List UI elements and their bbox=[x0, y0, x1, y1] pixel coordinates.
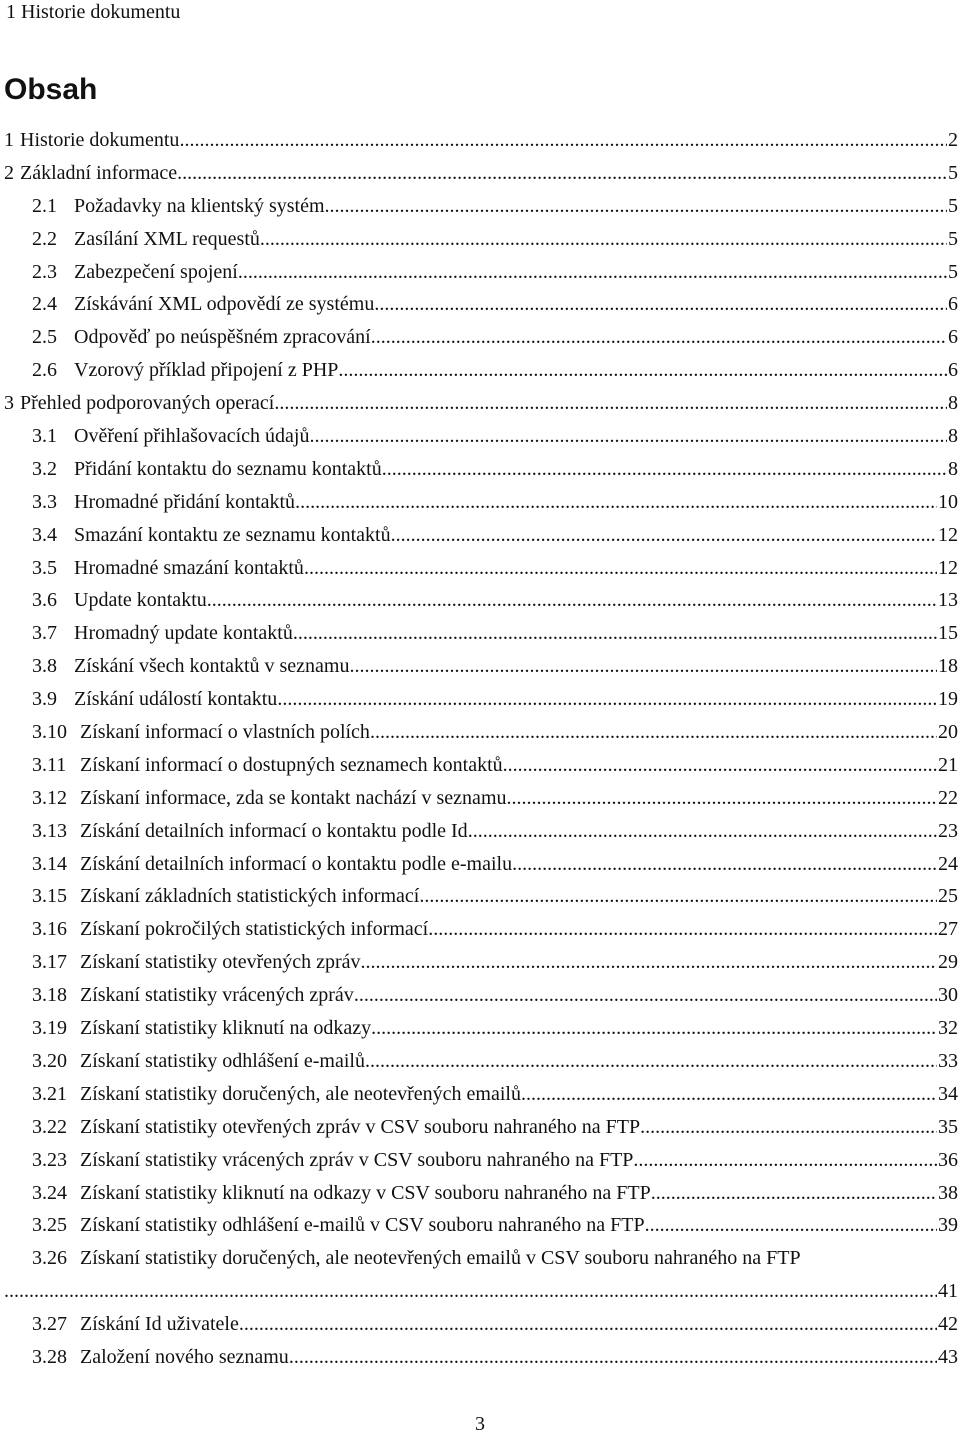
toc-entry-number: 3.25 bbox=[32, 1214, 67, 1237]
toc-entry[interactable] bbox=[4, 880, 958, 913]
toc-dot-leader bbox=[260, 223, 947, 256]
toc-entry-number: 3.12 bbox=[32, 786, 67, 809]
toc-entry[interactable] bbox=[4, 1045, 958, 1078]
toc-entry-number: 3.9 bbox=[32, 688, 57, 711]
toc-entry-title: Historie dokumentu bbox=[20, 129, 180, 151]
toc-entry-number: 3.1 bbox=[32, 425, 57, 448]
toc-entry-page: 27 bbox=[938, 918, 958, 941]
toc-dot-leader bbox=[177, 157, 947, 190]
toc-entry-number: 3.18 bbox=[32, 984, 67, 1007]
toc-dot-leader bbox=[277, 683, 937, 716]
toc-entry-page: 5 bbox=[948, 194, 958, 217]
toc-entry[interactable] bbox=[4, 387, 958, 420]
toc-entry-title: Hromadný update kontaktů bbox=[74, 622, 293, 645]
toc-entry-number: 3.2 bbox=[32, 457, 57, 480]
toc-dot-leader bbox=[374, 288, 947, 321]
page-number: 3 bbox=[475, 1413, 485, 1435]
toc-entry[interactable] bbox=[4, 1177, 958, 1210]
toc-entry-number: 2 bbox=[4, 161, 14, 184]
toc-entry-page: 22 bbox=[938, 786, 958, 809]
toc-entry[interactable] bbox=[4, 552, 958, 585]
toc-dot-leader bbox=[309, 420, 947, 453]
toc-entry-title: Získaní statistiky otevřených zpráv v CSV souboru nahraného na FTP bbox=[80, 1115, 641, 1138]
toc-entry-title: Získaní informací o dostupných seznamech kontaktů bbox=[80, 753, 503, 776]
toc-dot-leader bbox=[239, 1308, 937, 1341]
toc-dot-leader bbox=[521, 1078, 937, 1111]
toc-entry-title: Získání Id uživatele bbox=[80, 1313, 239, 1336]
toc-entry-title: Získaní statistiky kliknutí na odkazy bbox=[80, 1017, 372, 1040]
toc-entry-title: Smazání kontaktu ze seznamu kontaktů bbox=[74, 523, 391, 546]
toc-entry-number: 3.21 bbox=[32, 1082, 67, 1105]
toc-dot-leader bbox=[4, 1275, 937, 1308]
toc-entry[interactable] bbox=[4, 519, 958, 552]
toc-entry-page: 18 bbox=[938, 655, 958, 678]
toc-entry-number: 3.11 bbox=[32, 753, 67, 776]
toc-entry-number: 3.4 bbox=[32, 523, 57, 546]
toc-entry[interactable] bbox=[4, 1078, 958, 1111]
toc-entry[interactable] bbox=[4, 420, 958, 453]
toc-entry-title: Požadavky na klientský systém bbox=[74, 194, 325, 217]
toc-entry-page: 5 bbox=[948, 227, 958, 250]
toc-entry-title: Přidání kontaktu do seznamu kontaktů bbox=[74, 457, 382, 480]
toc-entry-title: Odpověď po neúspěšném zpracování bbox=[74, 326, 371, 349]
toc-dot-leader bbox=[371, 1012, 937, 1045]
toc-entry-title: Zabezpečení spojení bbox=[74, 260, 238, 283]
toc-entry-page: 12 bbox=[938, 556, 958, 579]
toc-entry-title: Získaní statistiky kliknutí na odkazy v CSV souboru nahraného na FTP bbox=[80, 1181, 651, 1204]
toc-entry-page: 30 bbox=[938, 984, 958, 1007]
toc-entry-title: Získávání XML odpovědí ze systému bbox=[74, 293, 375, 316]
toc-entry-page: 2 bbox=[948, 129, 958, 151]
toc-entry[interactable] bbox=[4, 1242, 958, 1308]
toc-dot-leader bbox=[304, 552, 937, 585]
toc-entry-page: 38 bbox=[938, 1181, 958, 1204]
toc-entry-number: 3.26 bbox=[32, 1247, 67, 1270]
toc-entry-page: 33 bbox=[938, 1049, 958, 1072]
toc-dot-leader bbox=[350, 650, 938, 683]
toc-entry[interactable] bbox=[4, 1308, 958, 1341]
toc-entry[interactable] bbox=[4, 848, 958, 881]
toc-entry-title: Zasílání XML requestů bbox=[74, 227, 260, 250]
toc-entry-title: Získaní statistiky odhlášení e-mailů v CSV souboru nahraného na FTP bbox=[80, 1214, 645, 1237]
toc-entry[interactable] bbox=[4, 453, 958, 486]
toc-dot-leader bbox=[365, 1045, 937, 1078]
toc-dot-leader bbox=[503, 749, 937, 782]
toc-entry-number: 3.23 bbox=[32, 1148, 67, 1171]
toc-entry-number: 3.3 bbox=[32, 490, 57, 513]
toc-entry-number: 1 bbox=[4, 129, 14, 151]
toc-entry-number: 3.27 bbox=[32, 1313, 67, 1336]
toc-entry-title: Získaní pokročilých statistických informací bbox=[80, 918, 429, 941]
toc-entry[interactable] bbox=[4, 157, 958, 190]
toc-entry-page: 6 bbox=[948, 293, 958, 316]
toc-entry[interactable] bbox=[4, 584, 958, 617]
toc-entry[interactable] bbox=[4, 617, 958, 650]
toc-entry-number: 3.16 bbox=[32, 918, 67, 941]
toc-dot-leader bbox=[354, 979, 937, 1012]
toc-dot-leader bbox=[325, 190, 947, 223]
toc-entry-title: Přehled podporovaných operací bbox=[20, 392, 275, 415]
toc-entry-page: 24 bbox=[938, 852, 958, 875]
toc-entry-number: 3 bbox=[4, 392, 14, 415]
toc-dot-leader bbox=[640, 1111, 937, 1144]
toc-entry[interactable] bbox=[4, 190, 958, 223]
toc-entry-page: 5 bbox=[948, 260, 958, 283]
toc-entry[interactable] bbox=[4, 223, 958, 256]
toc-entry-title: Získaní statistiky vrácených zpráv v CSV souboru nahraného na FTP bbox=[80, 1148, 634, 1171]
toc-entry-number: 3.5 bbox=[32, 556, 57, 579]
toc-entry-page: 34 bbox=[938, 1082, 958, 1105]
toc-entry[interactable] bbox=[4, 1111, 958, 1144]
table-of-contents bbox=[4, 124, 958, 1374]
toc-dot-leader bbox=[507, 782, 938, 815]
toc-entry-number: 2.1 bbox=[32, 194, 57, 217]
toc-entry-page: 6 bbox=[948, 359, 958, 382]
toc-entry-page: 29 bbox=[938, 951, 958, 974]
toc-entry-number: 3.20 bbox=[32, 1049, 67, 1072]
toc-dot-leader bbox=[289, 1341, 937, 1374]
toc-dot-leader bbox=[512, 848, 937, 881]
toc-entry-title: Získaní statistiky vrácených zpráv bbox=[80, 984, 354, 1007]
toc-entry-number: 3.14 bbox=[32, 852, 67, 875]
toc-entry[interactable] bbox=[4, 1012, 958, 1045]
toc-entry-page: 41 bbox=[938, 1280, 958, 1303]
toc-dot-leader bbox=[295, 486, 937, 519]
toc-entry[interactable] bbox=[4, 979, 958, 1012]
toc-dot-leader bbox=[633, 1144, 937, 1177]
toc-entry-number: 3.22 bbox=[32, 1115, 67, 1138]
toc-entry-title: Získaní statistiky doručených, ale neotevřených emailů v CSV souboru nahraného na FTP bbox=[80, 1247, 801, 1270]
toc-entry-page: 13 bbox=[938, 589, 958, 612]
toc-entry[interactable] bbox=[4, 683, 958, 716]
toc-dot-leader bbox=[360, 946, 937, 979]
toc-entry-number: 3.28 bbox=[32, 1345, 67, 1368]
toc-entry[interactable] bbox=[4, 124, 958, 157]
toc-entry[interactable] bbox=[4, 913, 958, 946]
toc-entry[interactable] bbox=[4, 650, 958, 683]
toc-entry-number: 2.3 bbox=[32, 260, 57, 283]
toc-entry-title: Získání událostí kontaktu bbox=[74, 688, 278, 711]
toc-entry-page: 8 bbox=[948, 425, 958, 448]
toc-entry-title: Získaní statistiky otevřených zpráv bbox=[80, 951, 361, 974]
toc-entry-title: Hromadné přidání kontaktů bbox=[74, 490, 296, 513]
toc-entry-page: 6 bbox=[948, 326, 958, 349]
toc-entry-title: Získaní informací o vlastních polích bbox=[80, 721, 370, 744]
toc-entry-title: Základní informace bbox=[20, 161, 178, 184]
toc-entry-number: 3.10 bbox=[32, 721, 67, 744]
toc-entry-page: 23 bbox=[938, 819, 958, 842]
toc-entry[interactable] bbox=[4, 782, 958, 815]
toc-entry[interactable] bbox=[4, 256, 958, 289]
toc-entry-page: 36 bbox=[938, 1148, 958, 1171]
toc-dot-leader bbox=[651, 1177, 937, 1210]
toc-entry[interactable] bbox=[4, 815, 958, 848]
toc-entry-number: 2.6 bbox=[32, 359, 57, 382]
toc-dot-leader bbox=[382, 453, 947, 486]
toc-entry-page: 20 bbox=[938, 721, 958, 744]
toc-dot-leader bbox=[207, 584, 937, 617]
toc-dot-leader bbox=[179, 124, 947, 157]
toc-dot-leader bbox=[468, 815, 937, 848]
toc-entry-page: 39 bbox=[938, 1214, 958, 1237]
toc-entry-number: 2.5 bbox=[32, 326, 57, 349]
toc-entry-number: 3.7 bbox=[32, 622, 57, 645]
toc-entry[interactable] bbox=[4, 716, 958, 749]
toc-entry[interactable] bbox=[4, 749, 958, 782]
toc-dot-leader bbox=[428, 913, 937, 946]
toc-entry-page: 43 bbox=[938, 1345, 958, 1368]
toc-entry-number: 3.6 bbox=[32, 589, 57, 612]
toc-entry-page: 5 bbox=[948, 161, 958, 184]
toc-entry-title: Získání detailních informací o kontaktu podle e-mailu bbox=[80, 852, 513, 875]
toc-entry[interactable] bbox=[4, 946, 958, 979]
toc-dot-leader bbox=[645, 1209, 937, 1242]
toc-entry-page: 32 bbox=[938, 1017, 958, 1040]
toc-entry-title: Vzorový příklad připojení z PHP bbox=[74, 359, 339, 382]
toc-dot-leader bbox=[370, 716, 937, 749]
toc-entry-page: 19 bbox=[938, 688, 958, 711]
toc-entry[interactable] bbox=[4, 354, 958, 387]
toc-entry-page: 8 bbox=[948, 392, 958, 415]
toc-entry[interactable] bbox=[4, 486, 958, 519]
toc-dot-leader bbox=[274, 387, 947, 420]
toc-entry[interactable] bbox=[4, 1209, 958, 1242]
toc-entry-number: 2.4 bbox=[32, 293, 57, 316]
toc-dot-leader bbox=[293, 617, 937, 650]
toc-entry-number: 3.8 bbox=[32, 655, 57, 678]
toc-entry-number: 3.15 bbox=[32, 885, 67, 908]
toc-entry-title: Ověření přihlašovacích údajů bbox=[74, 425, 310, 448]
toc-entry-title: Hromadné smazání kontaktů bbox=[74, 556, 304, 579]
toc-entry-title: Získaní statistiky doručených, ale neotevřených emailů bbox=[80, 1082, 521, 1105]
toc-entry[interactable] bbox=[4, 288, 958, 321]
toc-entry-page: 21 bbox=[938, 753, 958, 776]
toc-title: Obsah bbox=[4, 73, 98, 106]
running-header: 1 Historie dokumentu bbox=[6, 1, 181, 23]
toc-entry-number: 3.24 bbox=[32, 1181, 67, 1204]
toc-entry[interactable] bbox=[4, 1144, 958, 1177]
toc-entry-title: Získaní základních statistických informací bbox=[80, 885, 420, 908]
toc-dot-leader bbox=[419, 880, 937, 913]
toc-dot-leader bbox=[391, 519, 937, 552]
toc-entry-number: 2.2 bbox=[32, 227, 57, 250]
toc-entry[interactable] bbox=[4, 1341, 958, 1374]
toc-entry-page: 12 bbox=[938, 523, 958, 546]
toc-entry-title: Založení nového seznamu bbox=[80, 1345, 289, 1368]
toc-entry-title: Získaní statistiky odhlášení e-mailů bbox=[80, 1049, 365, 1072]
toc-entry[interactable] bbox=[4, 321, 958, 354]
toc-entry-page: 10 bbox=[938, 490, 958, 513]
toc-entry-page: 35 bbox=[938, 1115, 958, 1138]
toc-dot-leader bbox=[238, 256, 947, 289]
toc-entry-number: 3.13 bbox=[32, 819, 67, 842]
toc-dot-leader bbox=[338, 354, 947, 387]
toc-entry-page: 25 bbox=[938, 885, 958, 908]
toc-entry-title: Update kontaktu bbox=[74, 589, 207, 612]
toc-dot-leader bbox=[371, 321, 947, 354]
toc-entry-title: Získání všech kontaktů v seznamu bbox=[74, 655, 350, 678]
toc-entry-number: 3.19 bbox=[32, 1017, 67, 1040]
toc-entry-page: 42 bbox=[938, 1313, 958, 1336]
toc-entry-title: Získání detailních informací o kontaktu podle Id bbox=[80, 819, 468, 842]
toc-entry-page: 8 bbox=[948, 457, 958, 480]
toc-entry-page: 15 bbox=[938, 622, 958, 645]
toc-entry-title: Získaní informace, zda se kontakt nachází v seznamu bbox=[80, 786, 507, 809]
toc-entry-number: 3.17 bbox=[32, 951, 67, 974]
